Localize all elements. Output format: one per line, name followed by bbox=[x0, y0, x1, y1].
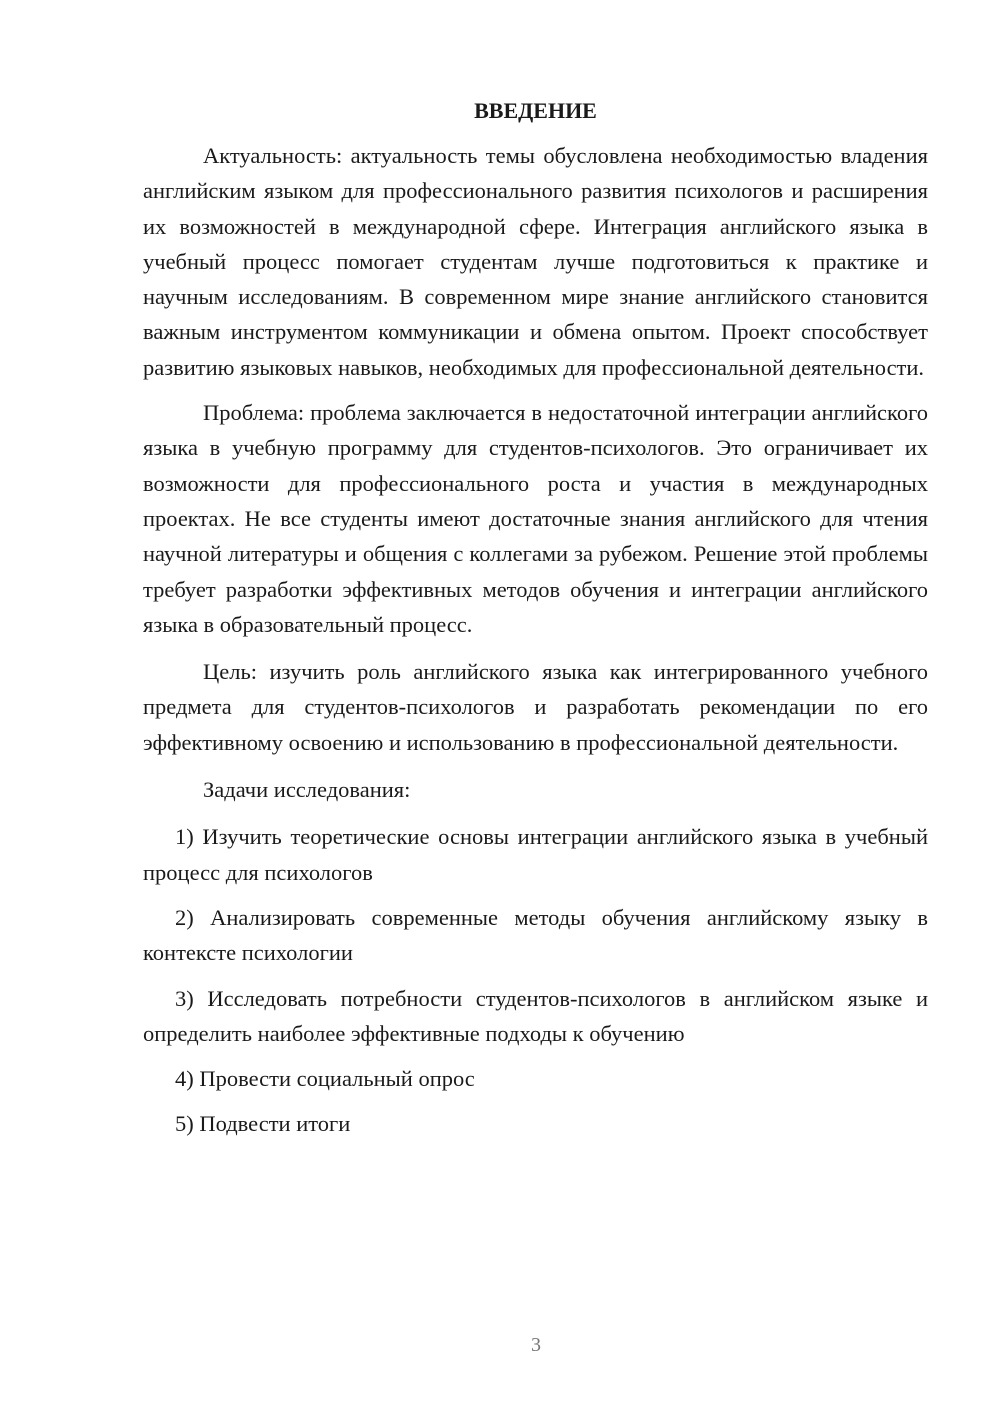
paragraph-goal: Цель: изучить роль английского языка как интегрированного учебного предмета для студентов-психологов и разработать рекомендации по его эффективному освоению и использованию в профессиональной деятельности. bbox=[143, 659, 928, 755]
task-item: 2) Анализировать современные методы обучения английскому языку в контексте психологии bbox=[143, 904, 928, 966]
page-content bbox=[143, 96, 928, 1142]
tasks-heading: Задачи исследования: bbox=[203, 777, 411, 803]
task-item: 3) Исследовать потребности студентов-психологов в английском языке и определить наиболее эффективные подходы к обучению bbox=[143, 985, 928, 1046]
task-item: 4) Провести социальный опрос bbox=[175, 1066, 475, 1092]
page-number: 3 bbox=[531, 1334, 541, 1356]
paragraph-problem: Проблема: проблема заключается в недостаточной интеграции английского языка в учебную программу для студентов-психологов. Это ограничивает их возможности для профессионального роста и участия в международных проектах. Не все студенты имеют достаточные знания английского для чтения научной литературы и общения с коллегами за рубежом. Решение этой проблемы требует разработки эффективных методов обучения и интеграции английского языка в образовательный процесс. bbox=[143, 400, 928, 637]
section-heading: ВВЕДЕНИЕ bbox=[474, 98, 597, 123]
task-item: 1) Изучить теоретические основы интеграции английского языка в учебный процесс для психологов bbox=[143, 824, 928, 885]
task-item: 5) Подвести итоги bbox=[175, 1111, 351, 1137]
paragraph-relevance: Актуальность: актуальность темы обусловлена необходимостью владения английским языком для профессионального развития психологов и расширения их возможностей в международной сфере. Интеграция английского языка в учебный процесс помогает студентам лучше подготовиться к практике и научным исследованиям. В современном мире знание английского становится важным инструментом коммуникации и обмена опытом. Проект способствует развитию языковых навыков, необходимых для профессиональной деятельности. bbox=[143, 143, 928, 380]
